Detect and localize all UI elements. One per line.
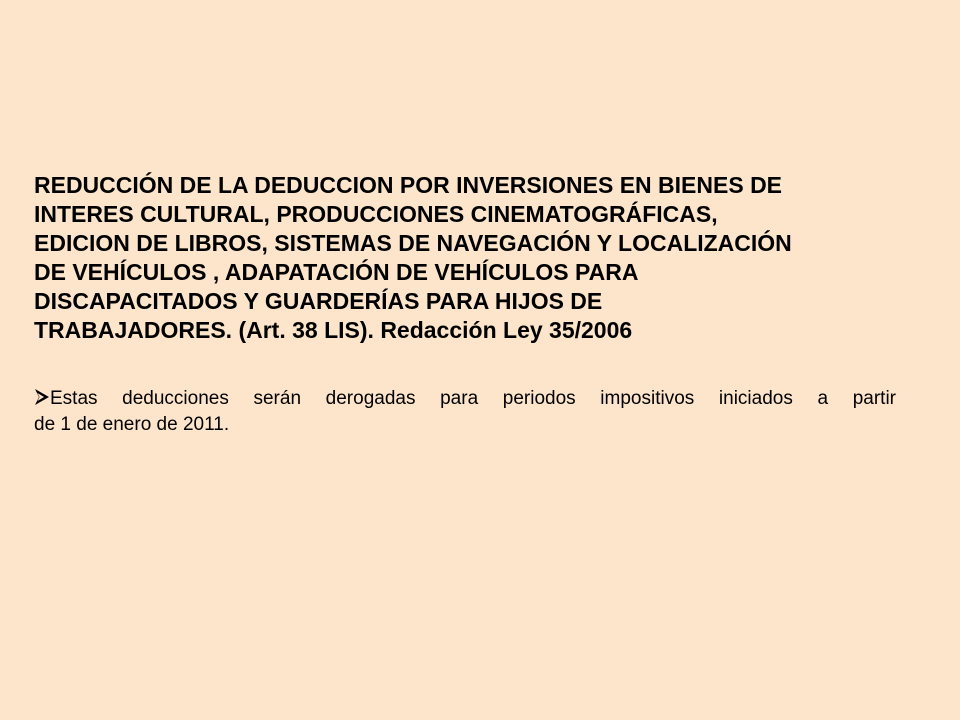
- title-line-1: REDUCCIÓN DE LA DEDUCCION POR INVERSIONES EN BIENES DE: [34, 172, 783, 198]
- bullet-line-2: de 1 de enero de 2011.: [34, 414, 230, 435]
- title-line-5: DISCAPACITADOS Y GUARDERÍAS PARA HIJOS DE: [34, 288, 603, 314]
- bullet-paragraph: [34, 386, 896, 438]
- bullet-text-line-1: Estas deducciones serán derogadas para periodos impositivos iniciados a partir: [50, 388, 896, 409]
- title-line-6: TRABAJADORES. (Art. 38 LIS). Redacción Ley 35/2006: [34, 317, 633, 343]
- title-line-2: INTERES CULTURAL, PRODUCCIONES CINEMATOGRÁFICAS,: [34, 201, 718, 227]
- slide-title: [34, 171, 934, 345]
- title-line-3: EDICION DE LIBROS, SISTEMAS DE NAVEGACIÓN Y LOCALIZACIÓN: [34, 230, 792, 256]
- bullet-line-1: [34, 386, 896, 412]
- title-line-4: DE VEHÍCULOS , ADAPATACIÓN DE VEHÍCULOS PARA: [34, 259, 639, 285]
- arrow-bullet-icon: [34, 387, 50, 407]
